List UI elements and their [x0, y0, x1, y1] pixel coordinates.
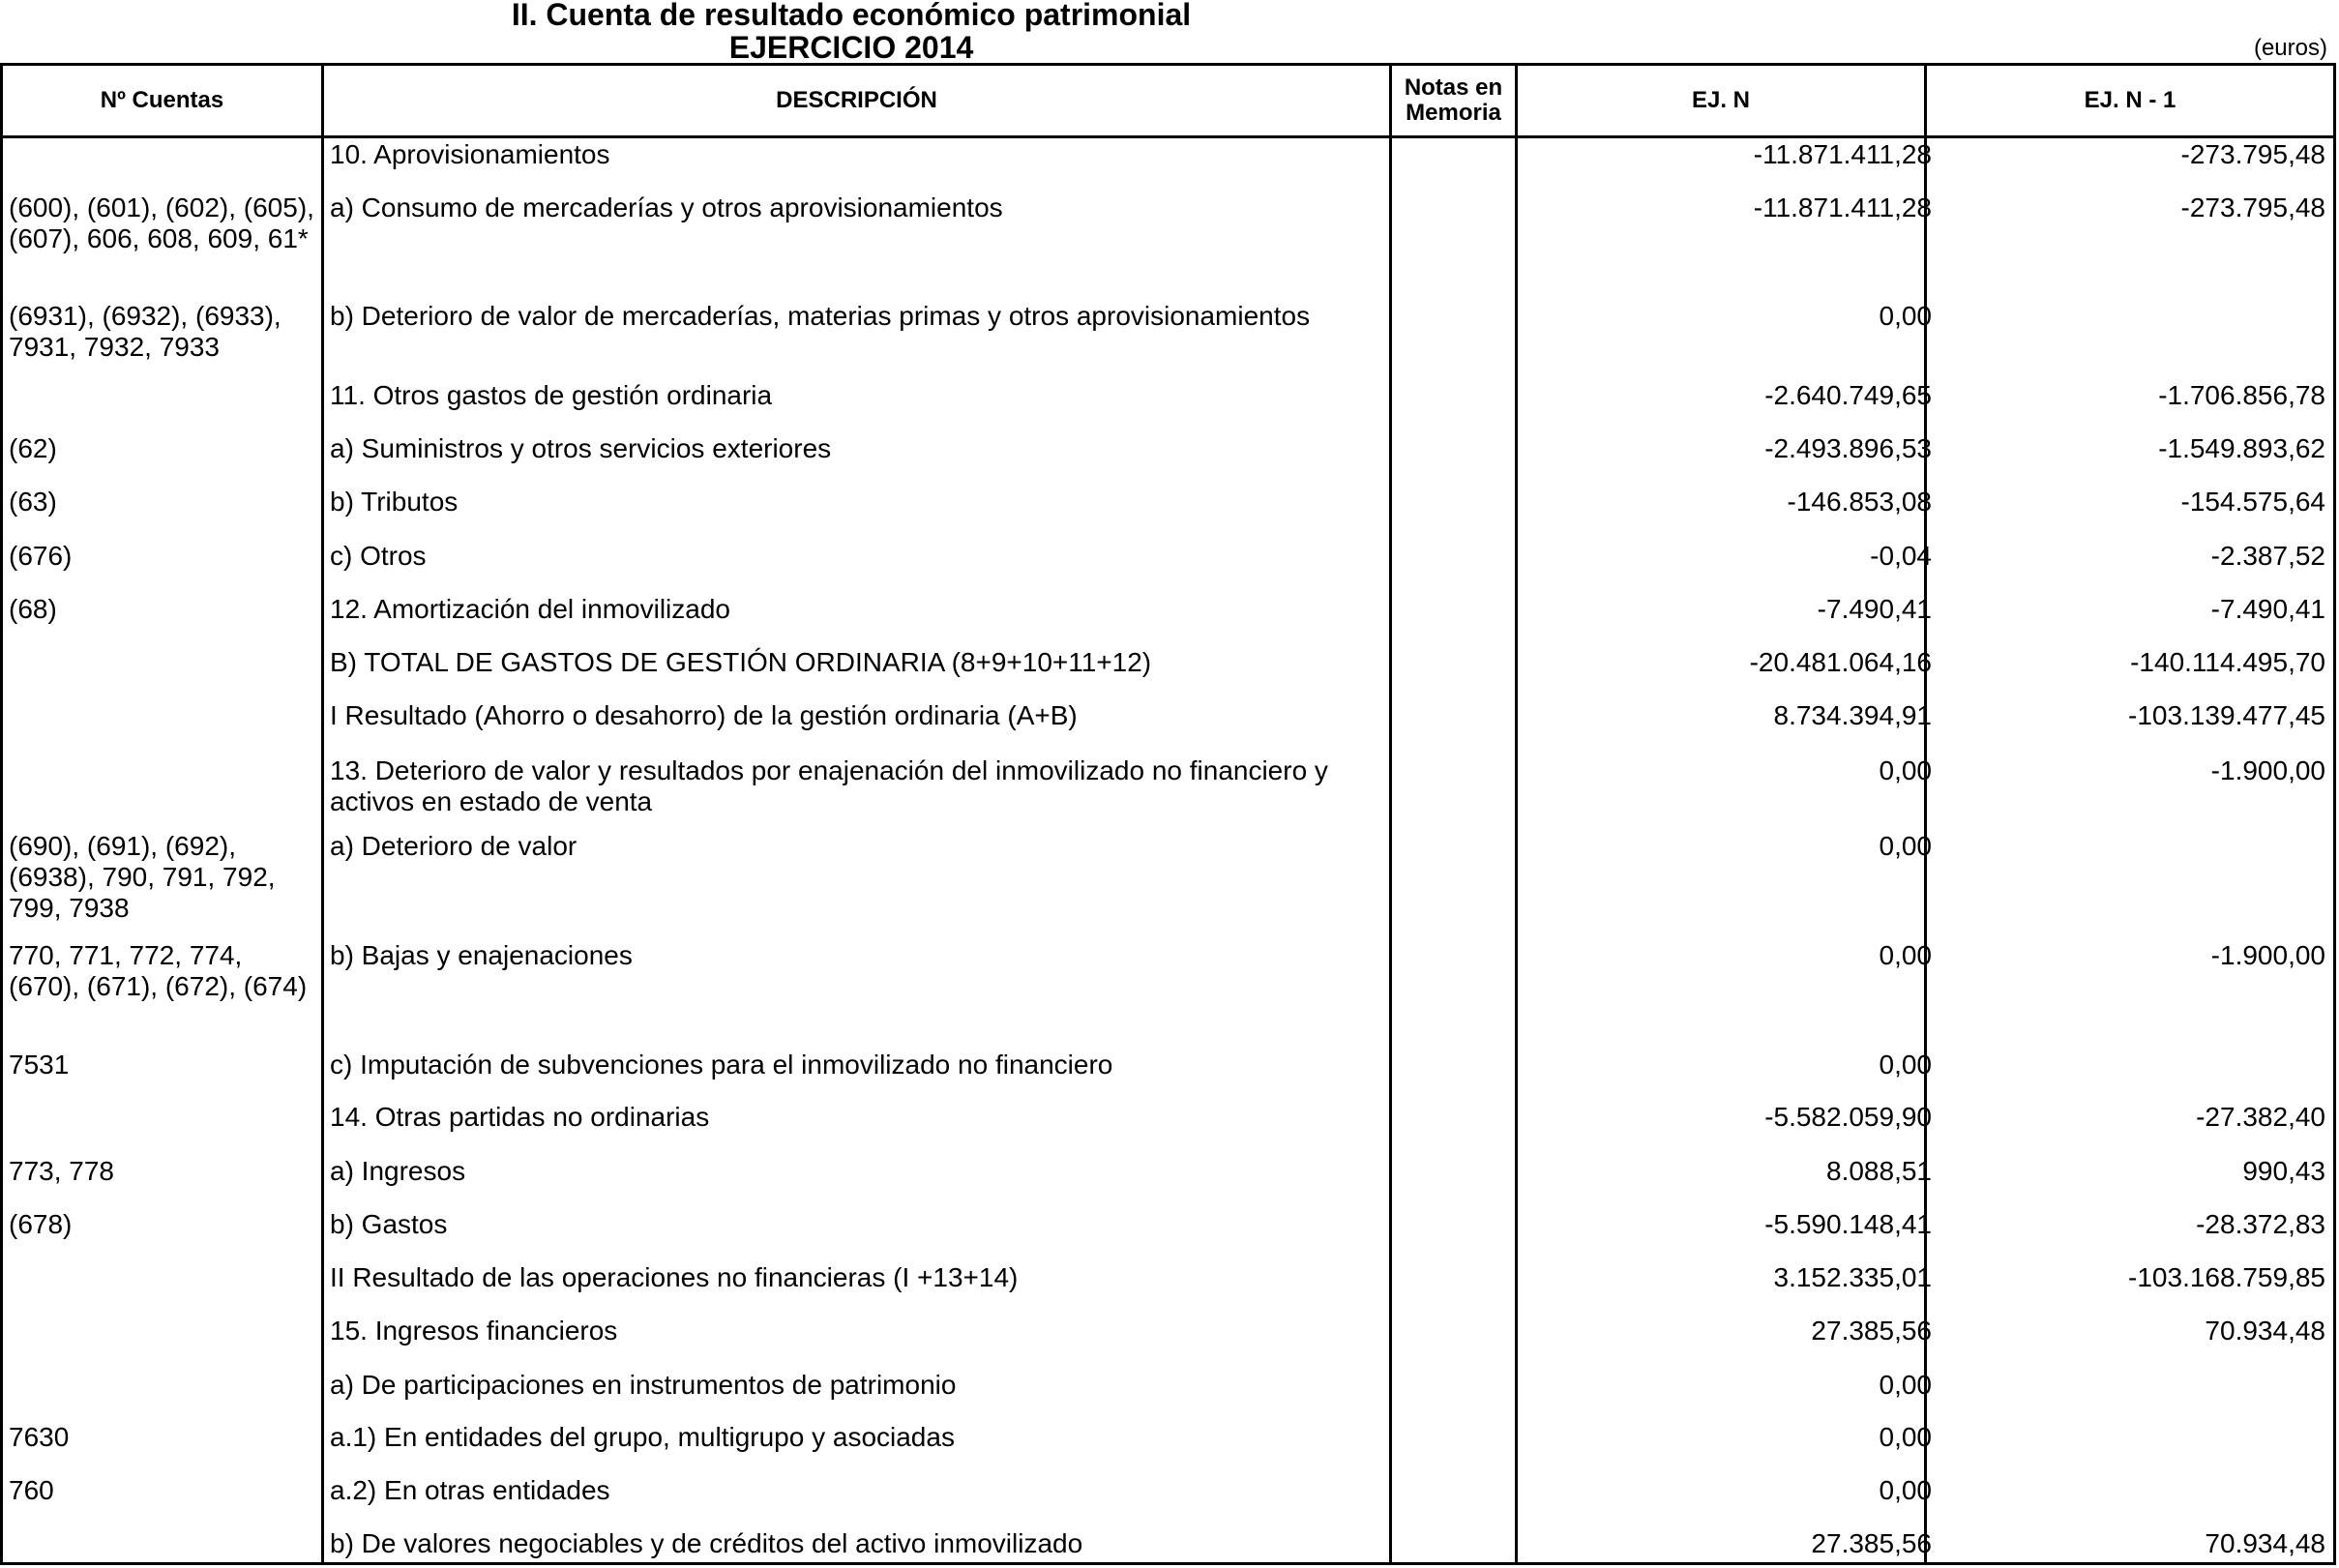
row-description: a.2) En otras entidades — [330, 1475, 610, 1505]
value-ej-n1: -1.706.856,78 — [2158, 380, 2325, 410]
row-description: b) Gastos — [330, 1209, 448, 1239]
value-ej-n1: -7.490,41 — [2210, 594, 2325, 624]
value-ej-n: 0,00 — [1879, 1475, 1932, 1505]
value-ej-n1: -2.387,52 — [2210, 541, 2325, 571]
value-ej-n1: 990,43 — [2242, 1156, 2325, 1186]
row-description: a) Deterioro de valor — [330, 831, 577, 861]
row-description: a) Ingresos — [330, 1156, 466, 1186]
row-description: 10. Aprovisionamientos — [330, 139, 610, 169]
row-description: I Resultado (Ahorro o desahorro) de la gestión ordinaria (A+B) — [330, 700, 1078, 730]
column-header-notes — [1392, 66, 1515, 135]
value-ej-n1: -27.382,40 — [2196, 1102, 2325, 1132]
value-ej-n1: -103.168.759,85 — [2128, 1262, 2325, 1292]
value-ej-n1: 70.934,48 — [2205, 1316, 2325, 1346]
account-codes: (63) — [9, 487, 57, 517]
column-divider — [321, 66, 324, 1562]
value-ej-n: -11.871.411,28 — [1753, 192, 1932, 222]
column-header-accounts: Nº Cuentas — [100, 87, 224, 113]
value-ej-n: 0,00 — [1879, 301, 1932, 331]
value-ej-n1: -273.795,48 — [2180, 139, 2325, 169]
value-ej-n1: -140.114.495,70 — [2130, 647, 2325, 677]
value-ej-n: -146.853,08 — [1787, 487, 1932, 517]
value-ej-n: 0,00 — [1879, 940, 1932, 970]
row-description: a) Consumo de mercaderías y otros aprovisionamientos — [330, 192, 1003, 222]
page-title: II. Cuenta de resultado económico patrimonial — [511, 0, 1192, 32]
account-codes: (6931), (6932), (6933), 7931, 7932, 7933 — [9, 301, 281, 362]
value-ej-n: -2.493.896,53 — [1764, 433, 1932, 463]
value-ej-n1: -28.372,83 — [2196, 1209, 2325, 1239]
value-ej-n: -7.490,41 — [1817, 594, 1932, 624]
row-description: a) Suministros y otros servicios exteriores — [330, 433, 832, 463]
value-ej-n1: -1.900,00 — [2210, 755, 2325, 785]
row-description: 12. Amortización del inmovilizado — [330, 594, 730, 624]
units-label: (euros) — [2253, 35, 2327, 61]
row-description: b) Deterioro de valor de mercaderías, materias primas y otros aprovisionamientos — [330, 301, 1311, 331]
value-ej-n: 0,00 — [1879, 1422, 1932, 1452]
value-ej-n: 0,00 — [1879, 1370, 1932, 1400]
row-description: b) Bajas y enajenaciones — [330, 940, 633, 970]
value-ej-n: 27.385,56 — [1811, 1528, 1932, 1558]
value-ej-n: 0,00 — [1879, 831, 1932, 861]
value-ej-n: -5.590.148,41 — [1764, 1209, 1932, 1239]
row-description: c) Imputación de subvenciones para el inmovilizado no financiero — [330, 1050, 1113, 1080]
account-codes: (678) — [9, 1209, 73, 1239]
account-codes: 7630 — [9, 1422, 70, 1452]
value-ej-n: 8.088,51 — [1826, 1156, 1932, 1186]
value-ej-n: -5.582.059,90 — [1764, 1102, 1932, 1132]
results-table — [0, 63, 2336, 1565]
row-description: 11. Otros gastos de gestión ordinaria — [330, 380, 773, 410]
value-ej-n1: -154.575,64 — [2180, 487, 2325, 517]
column-divider — [1515, 66, 1518, 1562]
account-codes: 770, 771, 772, 774, (670), (671), (672), (674) — [9, 940, 308, 1001]
account-codes: (676) — [9, 541, 73, 571]
column-header-notes-line1: Notas en — [1404, 74, 1503, 101]
column-header-year-n1: EJ. N - 1 — [2084, 87, 2176, 113]
account-codes: 7531 — [9, 1050, 70, 1080]
value-ej-n: 0,00 — [1879, 1050, 1932, 1080]
value-ej-n1: 70.934,48 — [2205, 1528, 2325, 1558]
value-ej-n: 0,00 — [1879, 755, 1932, 785]
value-ej-n1: -273.795,48 — [2180, 192, 2325, 222]
account-codes: (600), (601), (602), (605), (607), 606, 608, 609, 61* — [9, 192, 314, 253]
page-subtitle: EJERCICIO 2014 — [728, 30, 974, 65]
row-description: 14. Otras partidas no ordinarias — [330, 1102, 710, 1132]
value-ej-n: -0,04 — [1870, 541, 1932, 571]
value-ej-n1: -1.900,00 — [2210, 940, 2325, 970]
account-codes: (690), (691), (692), (6938), 790, 791, 792, 799, 7938 — [9, 831, 276, 923]
row-description: a.1) En entidades del grupo, multigrupo y asociadas — [330, 1422, 955, 1452]
account-codes: 760 — [9, 1475, 54, 1505]
row-description: II Resultado de las operaciones no financieras (I +13+14) — [330, 1262, 1019, 1292]
value-ej-n1: -1.549.893,62 — [2158, 433, 2325, 463]
value-ej-n: -2.640.749,65 — [1764, 380, 1932, 410]
column-divider — [1389, 66, 1392, 1562]
row-description: 13. Deterioro de valor y resultados por enajenación del inmovilizado no financiero y activos en estado de venta — [330, 755, 1328, 816]
column-header-notes-line2: Memoria — [1406, 100, 1501, 126]
header-divider — [3, 135, 2333, 138]
value-ej-n: 8.734.394,91 — [1773, 700, 1932, 730]
column-header-year-n: EJ. N — [1691, 87, 1751, 113]
row-description: b) De valores negociables y de créditos del activo inmovilizado — [330, 1528, 1083, 1558]
value-ej-n1: -103.139.477,45 — [2128, 700, 2325, 730]
row-description: c) Otros — [330, 541, 427, 571]
account-codes: 773, 778 — [9, 1156, 114, 1186]
value-ej-n: 3.152.335,01 — [1773, 1262, 1932, 1292]
row-description: B) TOTAL DE GASTOS DE GESTIÓN ORDINARIA (8+9+10+11+12) — [330, 647, 1152, 677]
value-ej-n: -20.481.064,16 — [1749, 647, 1932, 677]
row-description: b) Tributos — [330, 487, 459, 517]
value-ej-n: 27.385,56 — [1811, 1316, 1932, 1346]
account-codes: (68) — [9, 594, 57, 624]
value-ej-n: -11.871.411,28 — [1753, 139, 1932, 169]
row-description: a) De participaciones en instrumentos de patrimonio — [330, 1370, 957, 1400]
column-header-description: DESCRIPCIÓN — [776, 87, 937, 113]
row-description: 15. Ingresos financieros — [330, 1316, 618, 1346]
account-codes: (62) — [9, 433, 57, 463]
